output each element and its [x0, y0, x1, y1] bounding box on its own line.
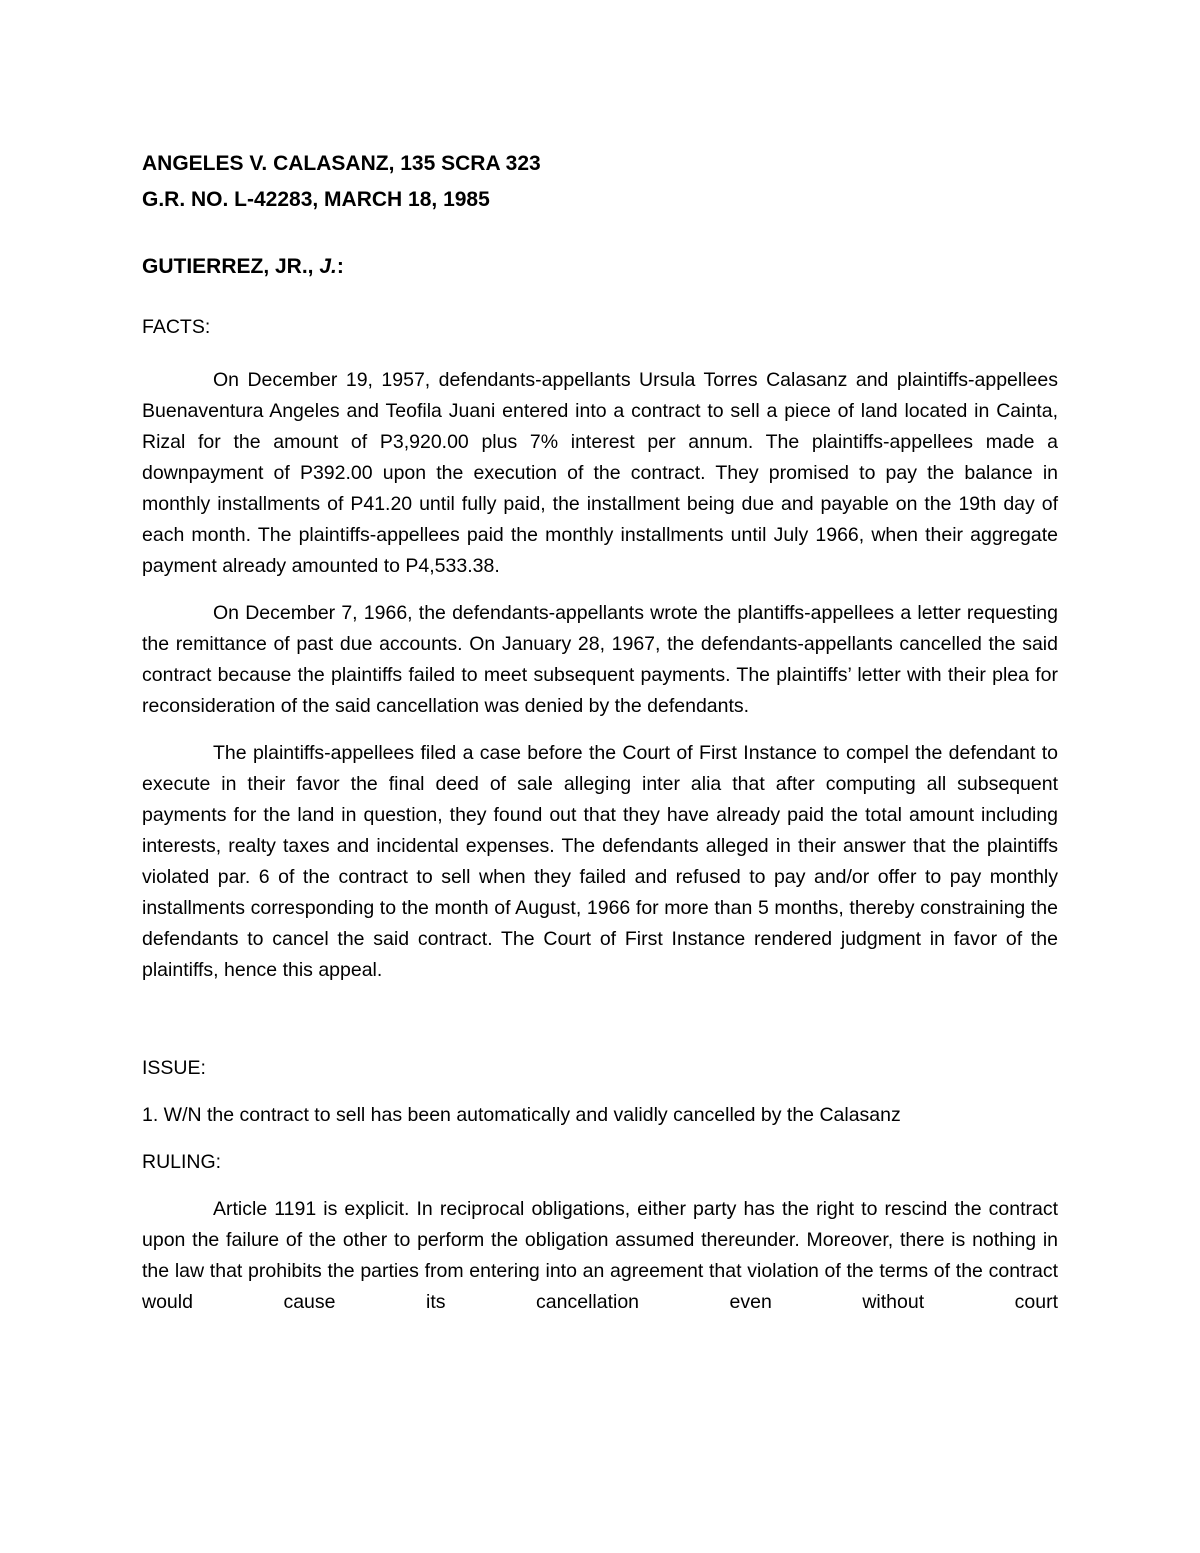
- facts-paragraph-1: On December 19, 1957, defendants-appellants Ursula Torres Calasanz and plaintiffs-appellees Buenaventura Angeles and Teofila Juani entered into a contract to sell a piece of land located in Cainta, Rizal for the amount of P3,920.00 plus 7% interest per annum. The plaintiffs-appellees made a downpayment of P392.00 upon the execution of the contract. They promised to pay the balance in monthly installments of P41.20 until fully paid, the installment being due and payable on the 19th day of each month. The plaintiffs-appellees paid the monthly installments until July 1966, when their aggregate payment already amounted to P4,533.38.: [142, 369, 1058, 577]
- ponente-name: GUTIERREZ, JR.,: [142, 255, 320, 278]
- facts-paragraph-3: The plaintiffs-appellees filed a case before the Court of First Instance to compel the defendant to execute in their favor the final deed of sale alleging inter alia that after computing all subsequent payments for the land in question, they found out that they have already paid the total amount including interests, realty taxes and incidental expenses. The defendants alleged in their answer that the plaintiffs violated par. 6 of the contract to sell when they failed and refused to pay and/or offer to pay monthly installments corresponding to the month of August, 1966 for more than 5 months, thereby constraining the defendants to cancel the said contract. The Court of First Instance rendered judgment in favor of the plaintiffs, hence this appeal.: [142, 742, 1058, 981]
- ruling-paragraph: Article 1191 is explicit. In reciprocal obligations, either party has the right to rescind the contract upon the failure of the other to perform the obligation assumed thereunder. Moreover, there is nothing in the law that prohibits the parties from entering into an agreement that violation of the terms of the contract would cause its cancellation even without court: [142, 1198, 1058, 1313]
- issue-heading: ISSUE:: [142, 1057, 206, 1079]
- facts-paragraph-2: On December 7, 1966, the defendants-appellants wrote the plantiffs-appellees a letter requesting the remittance of past due accounts. On January 28, 1967, the defendants-appellants cancelled the said contract because the plaintiffs failed to meet subsequent payments. The plaintiffs’ letter with their plea for reconsideration of the said cancellation was denied by the defendants.: [142, 602, 1058, 717]
- ponente-colon: :: [336, 255, 344, 278]
- ponente-suffix: J.: [319, 255, 337, 278]
- case-title: ANGELES V. CALASANZ, 135 SCRA 323: [142, 152, 541, 175]
- case-number: G.R. NO. L-42283, MARCH 18, 1985: [142, 188, 490, 211]
- facts-heading: FACTS:: [142, 316, 211, 338]
- ruling-heading: RULING:: [142, 1151, 222, 1173]
- document-body: [142, 146, 1058, 1318]
- issue-item-1: 1. W/N the contract to sell has been automatically and validly cancelled by the Calasanz: [142, 1104, 901, 1126]
- ponente: [142, 249, 1058, 285]
